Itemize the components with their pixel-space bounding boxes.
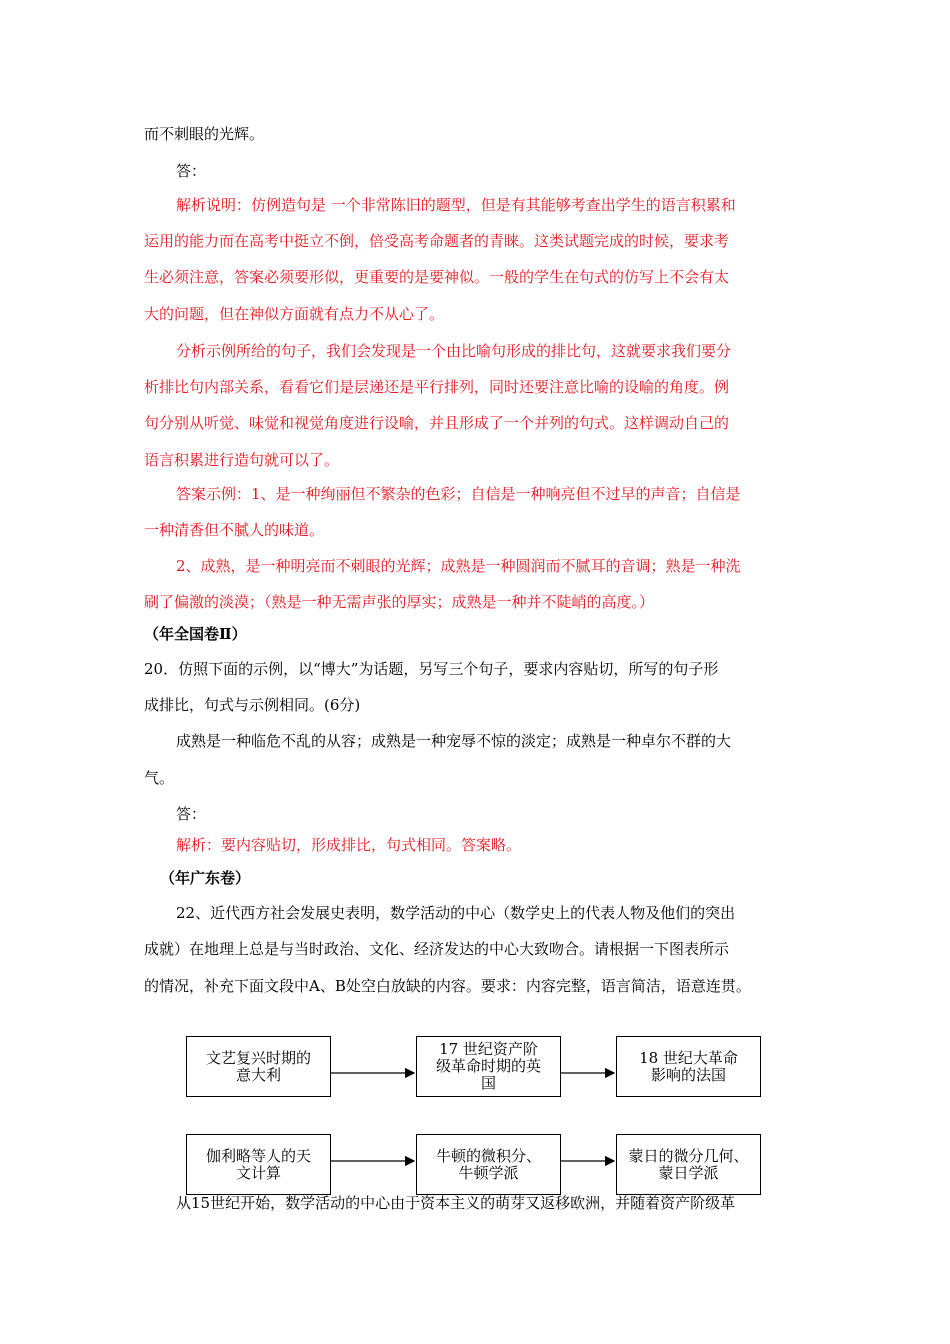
question-line: 成排比，句式与示例相同。(6分) [144, 696, 361, 714]
section-heading: （年全国卷Ⅱ） [144, 625, 247, 643]
analysis-line: 生必须注意，答案必须要形似，更重要的是要神似。一般的学生在句式的仿写上不会有太 [144, 268, 730, 286]
question-line: 22、近代西方社会发展史表明，数学活动的中心（数学史上的代表人物及他们的突出 [176, 904, 736, 922]
example-line: 成熟是一种临危不乱的从容；成熟是一种宠辱不惊的淡定；成熟是一种卓尔不群的大 [176, 732, 732, 750]
analysis-line: 大的问题，但在神似方面就有点力不从心了。 [144, 305, 445, 323]
answer-label: 答： [176, 805, 207, 823]
text-line: 而不刺眼的光辉。 [144, 125, 265, 143]
answer-example-line: 答案示例：1、是一种绚丽但不繁杂的色彩；自信是一种响亮但不过早的声音；自信是 [176, 485, 741, 503]
diagram-box-france: 18 世纪大革命 影响的法国 [616, 1036, 761, 1097]
answer-example-line: 2、成熟，是一种明亮而不刺眼的光辉；成熟是一种圆润而不腻耳的音调；熟是一种洗 [176, 557, 741, 575]
analysis-line: 运用的能力而在高考中挺立不倒，倍受高考命题者的青睐。这类试题完成的时候，要求考 [144, 232, 730, 250]
diagram-box-england: 17 世纪资产阶 级革命时期的英 国 [416, 1036, 561, 1097]
example-line: 气。 [144, 769, 175, 787]
question-line: 成就）在地理上总是与当时政治、文化、经济发达的中心大致吻合。请根据一下图表所示 [144, 940, 730, 958]
diagram-box-monge: 蒙日的微分几何、 蒙日学派 [616, 1134, 761, 1195]
diagram-box-newton: 牛顿的微积分、 牛顿学派 [416, 1134, 561, 1195]
diagram-box-italy: 文艺复兴时期的 意大利 [186, 1036, 331, 1097]
analysis-line: 解析：要内容贴切，形成排比，句式相同。答案略。 [176, 836, 522, 854]
analysis-line: 句分别从听觉、味觉和视觉角度进行设喻，并且形成了一个并列的句式。这样调动自己的 [144, 414, 730, 432]
answer-example-line: 刷了偏激的淡漠；（熟是一种无需声张的厚实；成熟是一种并不陡峭的高度。） [144, 593, 655, 611]
paragraph-continuation: 从15世纪开始，数学活动的中心由于资本主义的萌芽又返移欧洲，并随着资产阶级革 [176, 1194, 736, 1212]
diagram-box-galileo: 伽利略等人的天 文计算 [186, 1134, 331, 1195]
answer-label: 答： [176, 162, 207, 180]
question-line: 的情况，补充下面文段中A、B处空白放缺的内容。要求：内容完整，语言简洁，语意连贯。 [144, 977, 751, 995]
analysis-line: 析排比句内部关系，看看它们是层递还是平行排列，同时还要注意比喻的设喻的角度。例 [144, 378, 730, 396]
analysis-line: 解析说明：仿例造句是 一个非常陈旧的题型，但是有其能够考查出学生的语言积累和 [176, 196, 736, 214]
section-heading: （年广东卷） [160, 869, 251, 887]
answer-example-line: 一种清香但不腻人的味道。 [144, 521, 325, 539]
question-line: 20．仿照下面的示例，以“博大”为话题，另写三个句子，要求内容贴切，所写的句子形 [144, 660, 719, 678]
analysis-line: 分析示例所给的句子，我们会发现是一个由比喻句形成的排比句，这就要求我们要分 [176, 342, 732, 360]
analysis-line: 语言积累进行造句就可以了。 [144, 451, 340, 469]
